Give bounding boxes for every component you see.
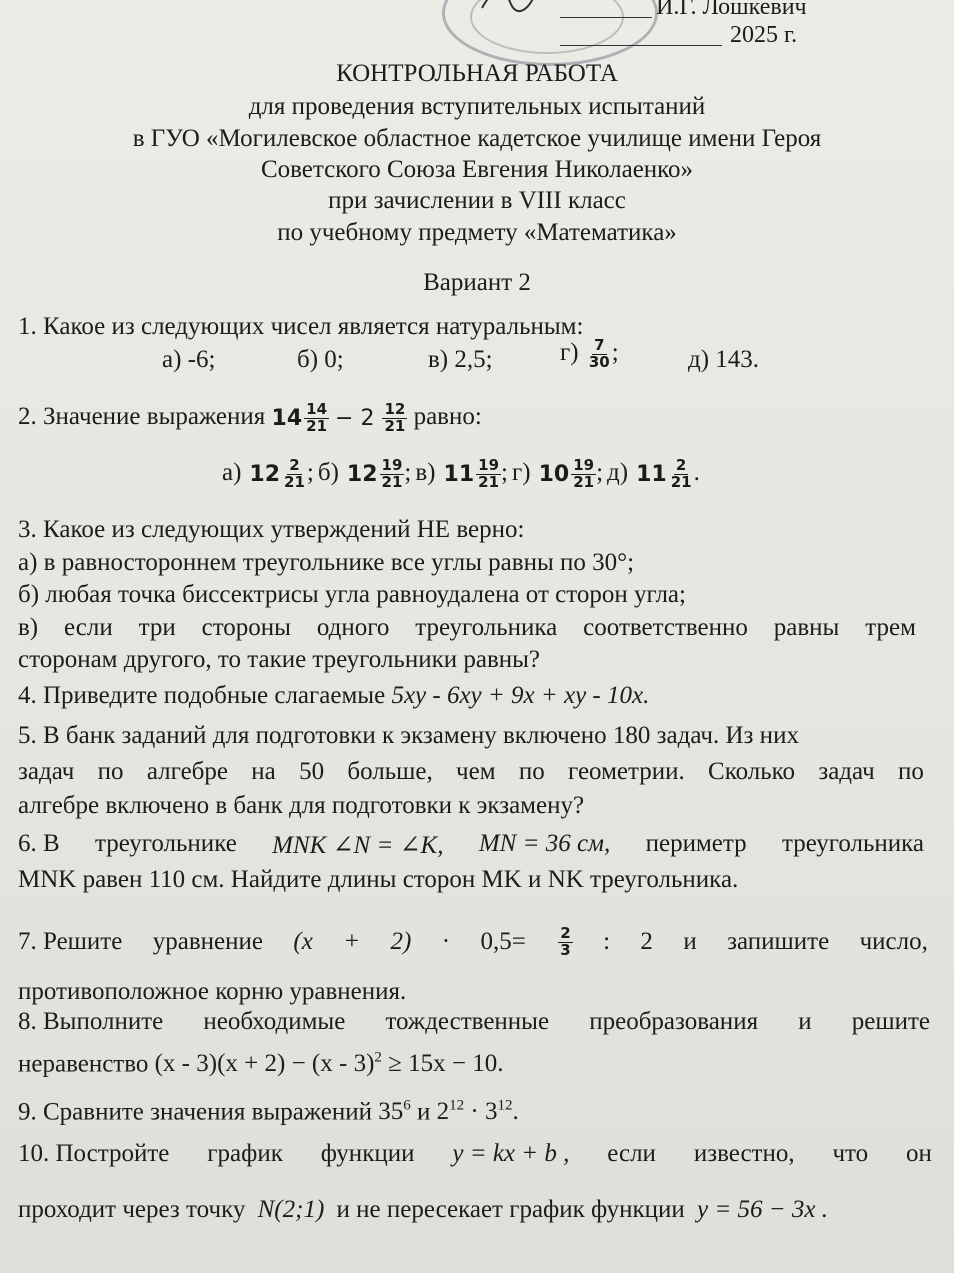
q5-line2-word: на [251, 758, 276, 785]
q2-option [415, 456, 508, 491]
q10-line1-word: он [906, 1140, 932, 1167]
q6-line1-word: MN = 36 см, [478, 830, 611, 857]
q3-option-c-word: соответственно [583, 614, 748, 641]
q3-option-c-line-1 [18, 614, 916, 642]
q1-option-d-label: г) [560, 338, 579, 366]
q10-text-1: проходит через точку [18, 1196, 246, 1223]
approval-year: 2025 г. [730, 22, 798, 48]
q7-line1-word: и [683, 928, 697, 956]
fraction-numerator: 7 [594, 336, 605, 354]
q7-line1-word: 0,5= [480, 928, 526, 956]
q2-option-tail: ; [501, 458, 508, 486]
q6-line1-word: MNK ∠N = ∠K, [272, 832, 444, 859]
q2-option-fraction [476, 458, 501, 491]
q5-line2-word: чем [456, 758, 496, 785]
q9-base-b1: 2 [436, 1098, 450, 1126]
q9-base-a: 35 [378, 1098, 404, 1126]
fraction-denominator: 21 [384, 416, 406, 435]
q3-option-c-word: стороны [201, 614, 291, 641]
q2-option-fraction [282, 458, 307, 491]
q2-option-label: д) [607, 458, 629, 486]
q2-fraction-1 [304, 402, 329, 435]
q8-expression-main: (x - 3)(x + 2) − (x - 3) [154, 1050, 375, 1078]
q2-options [222, 458, 704, 491]
title-line-4: при зачислении в VIII класс [328, 187, 626, 214]
q2-option-tail: ; [596, 458, 604, 486]
title-line-1: для проведения вступительных испытаний [248, 93, 706, 120]
q3-option-c-word: трем [865, 614, 916, 641]
approver-name: И.Г. Лошкевич [656, 0, 807, 20]
q7-line1-word: 2) [390, 928, 412, 956]
question-7-line-1 [18, 926, 928, 959]
q2-option-whole: 12 [346, 461, 378, 487]
q8-text: неравенство [18, 1050, 149, 1078]
question-2-text [18, 402, 482, 435]
question-5-line-3: алгебре включено в банк для подготовки к экзамену? [18, 792, 585, 819]
q5-line2-word: по [97, 758, 124, 785]
fraction-denominator: 21 [284, 472, 305, 491]
question-6-line-2: MNK равен 110 см. Найдите длины сторон MK и NK треугольника. [18, 866, 739, 893]
fraction-numerator: 2 [675, 456, 687, 474]
q8-exponent: 2 [374, 1050, 382, 1066]
fraction-denominator: 21 [670, 472, 692, 491]
q7-line1-word: запишите [727, 928, 830, 956]
q2-option [222, 456, 314, 491]
q8-line1-word: тождественные [385, 1008, 550, 1035]
question-1-text: 1. Какое из следующих чисел является натуральным: [18, 313, 584, 340]
q7-line1-word: 2 [640, 928, 653, 956]
fraction-numerator: 2 [560, 924, 571, 942]
title-line-3: Советского Союза Евгения Николаенко» [260, 156, 694, 183]
q2-fraction-2 [382, 402, 407, 435]
q3-option-c-word: треугольника [415, 614, 558, 641]
q4-expression: 5xy - 6xy + 9x + xy - 10x. [391, 682, 650, 709]
q8-line1-word: 8. Выполните [18, 1008, 164, 1035]
fraction-numerator: 12 [384, 400, 406, 418]
q5-line2-word: алгебре [146, 758, 228, 785]
q2-option-value [347, 458, 405, 491]
q10-line1-word: известно, [693, 1140, 795, 1167]
q7-line1-word: число, [859, 928, 928, 956]
q5-line2-word: по [897, 758, 924, 785]
question-3-text: 3. Какое из следующих утверждений НЕ верно: [18, 516, 525, 543]
q7-line1-word: (x [293, 928, 313, 956]
q2-option-value [249, 458, 307, 491]
fraction-numerator: 19 [573, 456, 595, 474]
q2-expression [272, 402, 408, 435]
q10-line1-word: график [207, 1140, 283, 1167]
q5-line2-word: задач [818, 758, 875, 785]
question-8-line-2 [18, 1050, 504, 1078]
q8-line1-word: преобразования [589, 1008, 759, 1035]
q5-line2-word: геометрии. [568, 758, 685, 785]
q3-option-c-line-2: сторонам другого, то такие треугольники равны? [18, 646, 541, 673]
q2-operator: − 2 [335, 405, 375, 431]
q9-exp-b1: 12 [449, 1098, 465, 1114]
document-heading: КОНТРОЛЬНАЯ РАБОТА [336, 60, 618, 87]
q2-option-value [444, 458, 502, 491]
fraction-denominator: 21 [306, 416, 328, 435]
q8-line1-word: решите [851, 1008, 930, 1035]
question-10-line-2 [18, 1196, 828, 1224]
fraction-denominator: 21 [478, 472, 500, 491]
signature-line [560, 17, 652, 18]
question-9-text [18, 1098, 519, 1126]
q10-line1-word: если [607, 1140, 656, 1167]
q1-option-b: б) 0; [297, 346, 344, 373]
q1-option-a: а) -6; [162, 346, 216, 373]
fraction-denominator: 3 [560, 940, 571, 959]
q9-base-b2: 3 [484, 1098, 498, 1126]
q5-line2-word: 50 [299, 758, 325, 785]
q3-option-b: б) любая точка биссектрисы угла равноудалена от сторон угла; [18, 581, 686, 608]
q2-option-value [539, 458, 597, 491]
question-6-line-1 [18, 830, 924, 860]
q7-fraction [558, 926, 572, 959]
q9-expr-a [378, 1098, 411, 1125]
q9-dot: · [470, 1098, 479, 1126]
q2-option-fraction [669, 458, 694, 491]
q7-line1-word: : [603, 928, 611, 956]
q2-option-whole: 11 [443, 461, 475, 487]
q5-line2-word: больше, [347, 758, 433, 785]
q2-whole-1: 14 [271, 405, 303, 431]
variant-label: Вариант 2 [423, 269, 531, 296]
q2-option-fraction [380, 458, 405, 491]
q5-line2-word: Сколько [708, 758, 796, 785]
q8-line1-word: и [798, 1008, 812, 1035]
q10-line1-word: что [832, 1140, 869, 1167]
q2-option [607, 456, 700, 491]
q8-line1-word: необходимые [203, 1008, 346, 1035]
q5-line2-word: по [518, 758, 545, 785]
q10-line1-word: 10. Постройте [18, 1140, 170, 1167]
fraction-denominator: 21 [573, 472, 595, 491]
fraction-numerator: 2 [289, 456, 300, 474]
q10-text-2: и не пересекает график функции [336, 1196, 685, 1223]
q3-option-c-word: в) [18, 614, 39, 641]
q9-exp-b2: 12 [497, 1098, 513, 1114]
q9-text: 9. Сравните значения выражений [18, 1098, 373, 1126]
q10-line1-word: функции [320, 1140, 415, 1167]
q6-line1-word: периметр [645, 830, 747, 857]
q2-option [317, 456, 412, 491]
q1-option-d [560, 338, 619, 371]
q7-line1-word: уравнение [152, 928, 263, 956]
q7-line1-word: 7. Решите [18, 928, 123, 956]
q2-option-label: а) [222, 458, 242, 486]
q6-line1-word: треугольнике [95, 830, 237, 857]
q10-function: y = 56 − 3x . [697, 1196, 828, 1223]
q2-option-label: б) [317, 458, 339, 486]
q1-option-d-fraction [587, 338, 612, 371]
q8-expression [155, 1050, 504, 1077]
question-5-line-1: 5. В банк заданий для подготовки к экзамену включено 180 задач. Из них [18, 722, 799, 749]
q2-option-tail: ; [404, 458, 412, 486]
q2-option-tail: . [693, 458, 700, 486]
q6-line1-word: 6. В [18, 830, 60, 857]
q2-option-whole: 12 [249, 461, 281, 487]
question-5-line-2 [18, 758, 924, 786]
question-8-line-1 [18, 1008, 930, 1036]
q1-option-c: в) 2,5; [428, 346, 493, 373]
q3-option-c-word: три [138, 614, 176, 641]
fraction-numerator: 14 [306, 400, 328, 418]
question-10-line-1 [18, 1140, 932, 1168]
q3-option-c-word: равны [773, 614, 840, 641]
q1-option-d-tail: ; [611, 338, 619, 366]
q3-option-a: а) в равностороннем треугольнике все углы равны по 30°; [18, 549, 635, 576]
q9-tail: . [512, 1098, 519, 1126]
fraction-denominator: 21 [381, 472, 403, 491]
title-line-2: в ГУО «Могилевское областное кадетское училище имени Героя [132, 125, 822, 152]
q3-option-c-word: одного [316, 614, 390, 641]
handwritten-signature [480, 0, 580, 16]
q5-line2-word: задач [18, 758, 75, 785]
q2-option-label: г) [511, 458, 531, 486]
q2-prefix: 2. Значение выражения [18, 402, 266, 430]
q4-text: 4. Приведите подобные слагаемые [18, 682, 386, 709]
title-line-5: по учебному предмету «Математика» [277, 219, 677, 246]
q7-line1-word: + [343, 928, 361, 956]
q7-line1-word: · [441, 928, 451, 956]
q2-option-value [636, 458, 694, 491]
q9-and: и [417, 1098, 431, 1126]
q6-line1-word: треугольника [781, 830, 924, 857]
q2-option-fraction [571, 458, 596, 491]
q8-expression-tail: ≥ 15x − 10. [381, 1050, 504, 1078]
q3-option-c-word: если [64, 614, 113, 641]
date-line [560, 45, 722, 46]
q2-suffix: равно: [413, 402, 482, 430]
q2-option-whole: 11 [636, 461, 667, 487]
q2-option [511, 456, 604, 491]
fraction-numerator: 19 [381, 456, 403, 474]
q10-line1-word: y = kx + b , [452, 1140, 570, 1167]
q2-option-tail: ; [306, 458, 314, 486]
question-4-text [18, 682, 649, 710]
q1-option-e: д) 143. [688, 346, 760, 373]
fraction-denominator: 30 [588, 352, 610, 371]
question-7-line-2: противоположное корню уравнения. [18, 978, 407, 1005]
q9-exp-a: 6 [403, 1098, 411, 1114]
q2-option-whole: 10 [538, 461, 570, 487]
q10-point: N(2;1) [257, 1196, 325, 1223]
q2-option-label: в) [415, 458, 436, 486]
q9-expr-b [437, 1098, 519, 1125]
fraction-numerator: 19 [478, 456, 500, 474]
